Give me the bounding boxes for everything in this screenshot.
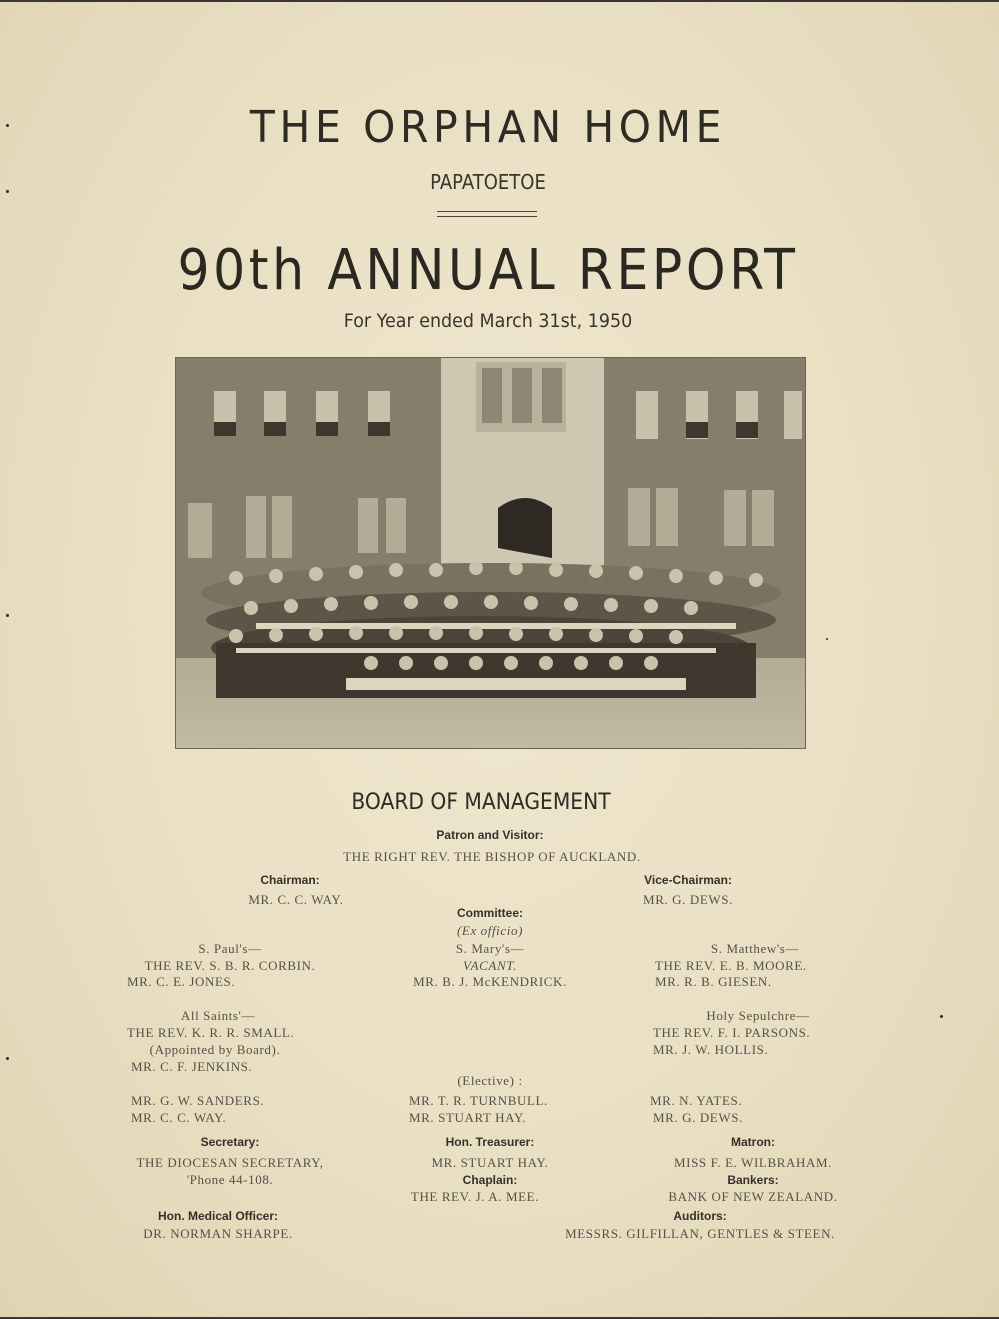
double-rule-divider bbox=[437, 211, 537, 217]
bankers-label: Bankers: bbox=[727, 1173, 779, 1187]
parish-st-pauls: S. Paul's— bbox=[198, 941, 262, 956]
matron-name: MISS F. E. WILBRAHAM. bbox=[674, 1155, 832, 1170]
matron-label: Matron: bbox=[731, 1135, 775, 1149]
treasurer-name: MR. STUART HAY. bbox=[431, 1155, 549, 1170]
margin-speck bbox=[6, 1057, 9, 1060]
report-title: 90th ANNUAL REPORT bbox=[177, 238, 799, 303]
chaplain-label: Chaplain: bbox=[462, 1173, 518, 1187]
medical-officer-name: DR. NORMAN SHARPE. bbox=[143, 1226, 293, 1241]
margin-speck bbox=[6, 190, 9, 193]
chairman-label: Chairman: bbox=[260, 873, 320, 887]
auditors-label: Auditors: bbox=[673, 1209, 727, 1223]
margin-speck bbox=[6, 124, 9, 127]
patron-name: THE RIGHT REV. THE BISHOP OF AUCKLAND. bbox=[343, 849, 641, 864]
margin-speck bbox=[6, 614, 9, 617]
parish-st-marys: S. Mary's— bbox=[455, 941, 525, 956]
committee-member: THE REV. S. B. R. CORBIN. bbox=[144, 958, 316, 973]
bankers-name: BANK OF NEW ZEALAND. bbox=[668, 1189, 838, 1204]
parish-holy-sepulchre: Holy Sepulchre— bbox=[706, 1008, 810, 1023]
committee-member: MR. C. F. JENKINS. bbox=[131, 1059, 253, 1074]
appointed-by-board-note: (Appointed by Board). bbox=[149, 1042, 281, 1057]
committee-member: THE REV. K. R. R. SMALL. bbox=[127, 1025, 295, 1040]
elective-label: (Elective) : bbox=[457, 1073, 523, 1088]
treasurer-label: Hon. Treasurer: bbox=[445, 1135, 535, 1149]
committee-member: MR. B. J. McKENDRICK. bbox=[413, 974, 567, 989]
elective-member: MR. G. DEWS. bbox=[653, 1110, 743, 1125]
document-page bbox=[0, 2, 999, 1317]
ex-officio-label: (Ex officio) bbox=[456, 923, 524, 938]
elective-member: MR. G. W. SANDERS. bbox=[131, 1093, 265, 1108]
committee-label: Committee: bbox=[456, 906, 523, 920]
elective-member: MR. T. R. TURNBULL. bbox=[409, 1093, 548, 1108]
board-of-management-heading: BOARD OF MANAGEMENT bbox=[351, 790, 611, 815]
patron-label: Patron and Visitor: bbox=[436, 828, 544, 842]
location-subtitle: PAPATOETOE bbox=[430, 170, 546, 194]
committee-member: THE REV. F. I. PARSONS. bbox=[653, 1025, 811, 1040]
vice-chairman-name: MR. G. DEWS. bbox=[643, 892, 733, 907]
secretary-label: Secretary: bbox=[200, 1135, 260, 1149]
parish-st-matthews: S. Matthew's— bbox=[710, 941, 800, 956]
photo-illustration bbox=[176, 358, 805, 748]
secretary-phone: 'Phone 44-108. bbox=[186, 1172, 274, 1187]
elective-member: MR. N. YATES. bbox=[650, 1093, 743, 1108]
committee-member: MR. R. B. GIESEN. bbox=[655, 974, 772, 989]
auditors-name: MESSRS. GILFILLAN, GENTLES & STEEN. bbox=[565, 1226, 835, 1241]
parish-all-saints: All Saints'— bbox=[180, 1008, 256, 1023]
chairman-name: MR. C. C. WAY. bbox=[248, 892, 344, 907]
report-year-line: For Year ended March 31st, 1950 bbox=[343, 310, 633, 332]
elective-member: MR. C. C. WAY. bbox=[131, 1110, 227, 1125]
vice-chairman-label: Vice-Chairman: bbox=[644, 873, 732, 887]
paper-speck bbox=[940, 1015, 943, 1018]
committee-member: MR. J. W. HOLLIS. bbox=[653, 1042, 769, 1057]
paper-speck bbox=[826, 638, 828, 640]
committee-member: THE REV. E. B. MOORE. bbox=[655, 958, 807, 973]
committee-member-vacant: VACANT. bbox=[463, 958, 517, 973]
chaplain-name: THE REV. J. A. MEE. bbox=[410, 1189, 540, 1204]
group-photograph bbox=[175, 357, 806, 749]
secretary-name: THE DIOCESAN SECRETARY, bbox=[136, 1155, 324, 1170]
document-title: THE ORPHAN HOME bbox=[249, 102, 727, 153]
elective-member: MR. STUART HAY. bbox=[409, 1110, 527, 1125]
medical-officer-label: Hon. Medical Officer: bbox=[157, 1209, 279, 1223]
committee-member: MR. C. E. JONES. bbox=[127, 974, 236, 989]
